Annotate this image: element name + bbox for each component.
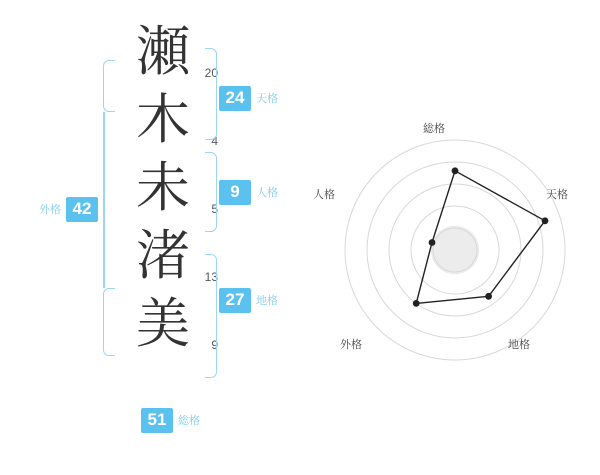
axis-label-tenkaku: 天格 xyxy=(546,189,568,201)
score-value: 51 xyxy=(141,408,173,433)
kanji-character: 瀬 xyxy=(136,20,190,83)
kanji-stroke-count: 5 xyxy=(211,202,218,216)
kanji-stroke-count: 20 xyxy=(204,66,218,80)
kanji-character: 渚 xyxy=(136,224,190,287)
kanji-stroke-count: 4 xyxy=(211,134,218,148)
score-soukaku xyxy=(141,408,200,433)
score-label: 外格 xyxy=(39,204,61,217)
axis-label-jinkaku: 人格 xyxy=(313,189,335,201)
radar-chart xyxy=(310,0,600,470)
bracket-gaikaku-connector xyxy=(103,112,105,288)
kanji-cell xyxy=(126,154,218,222)
score-label: 天格 xyxy=(256,93,278,106)
kanji-cell xyxy=(126,86,218,154)
score-value: 27 xyxy=(219,288,251,313)
score-tenkaku xyxy=(219,86,278,111)
kanji-stroke-count: 9 xyxy=(211,338,218,352)
axis-label-chikaku: 地格 xyxy=(508,339,530,351)
kanji-cell xyxy=(126,18,218,86)
score-gaikaku xyxy=(39,197,98,222)
bracket-gaikaku-upper xyxy=(103,60,115,112)
kanji-character: 木 xyxy=(136,88,190,151)
kanji-character: 美 xyxy=(136,292,190,355)
score-value: 24 xyxy=(219,86,251,111)
score-value: 42 xyxy=(66,197,98,222)
score-jinkaku xyxy=(219,180,278,205)
radar-chart-panel xyxy=(310,0,600,470)
bracket-chikaku xyxy=(205,254,217,378)
score-label: 人格 xyxy=(256,187,278,200)
score-label: 地格 xyxy=(256,295,278,308)
kanji-column xyxy=(126,18,218,358)
kanji-stroke-count: 13 xyxy=(204,270,218,284)
bracket-tenkaku xyxy=(205,48,217,140)
kanji-cell xyxy=(126,290,218,358)
kanji-character: 未 xyxy=(136,156,190,219)
bracket-gaikaku-lower xyxy=(103,288,115,356)
axis-label-soukaku: 総格 xyxy=(423,123,445,135)
axis-label-gaikaku: 外格 xyxy=(340,339,362,351)
score-label: 総格 xyxy=(178,415,200,428)
bracket-jinkaku xyxy=(205,152,217,232)
kanji-cell xyxy=(126,222,218,290)
score-chikaku xyxy=(219,288,278,313)
score-value: 9 xyxy=(219,180,251,205)
